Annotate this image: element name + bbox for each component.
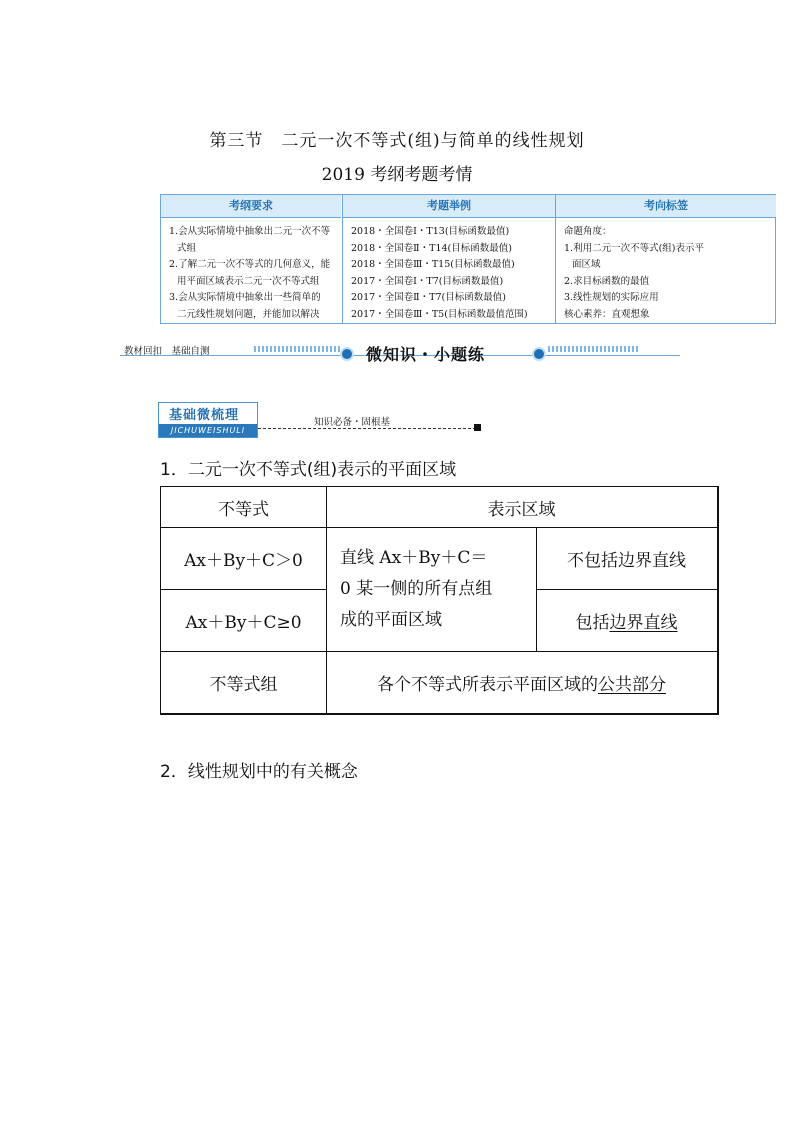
header-region: 表示区域 <box>487 499 556 520</box>
heading-2: 2．线性规划中的有关概念 <box>160 762 358 782</box>
tag-end-square <box>474 424 481 431</box>
tag-box <box>158 402 258 438</box>
region-table <box>160 486 719 715</box>
exam-cell-text: 2017・全国卷Ⅲ・T5(目标函数最值范围) <box>351 308 528 320</box>
exam-cell-text: 1.会从实际情境中抽象出二元一次不等 <box>169 226 331 237</box>
region-line: 成的平面区域 <box>340 609 442 630</box>
exam-cell-text: 2018・全国卷Ⅲ・T15(目标函数最值) <box>351 259 515 270</box>
inequality-nonstrict <box>161 589 326 651</box>
inequality-system: 不等式组 <box>209 674 278 695</box>
exam-cell-text: 式组 <box>177 242 197 254</box>
excludes-boundary: 不包括边界直线 <box>567 550 686 571</box>
exam-cell-text: 2017・全国卷Ⅰ・T7(目标函数最值) <box>351 275 504 287</box>
exam-cell-text: 3.会从实际情境中抽象出一些简单的 <box>169 292 321 303</box>
tag-title: 基础微梳理 <box>169 408 240 423</box>
section-tag <box>158 402 488 438</box>
system-region <box>326 651 717 713</box>
exam-cell-text: 2018・全国卷Ⅱ・T14(目标函数最值) <box>351 242 512 254</box>
exam-cell-text: 1.利用二元一次不等式(组)表示平 <box>564 242 704 254</box>
tag-pinyin: JICHUWEISHULI <box>159 424 257 437</box>
inequality-strict <box>161 527 326 589</box>
exam-cell-text: 用平面区域表示二元一次不等式组 <box>177 275 320 287</box>
exam-col-tags <box>555 195 776 323</box>
exam-cell-text: 2018・全国卷Ⅰ・T13(目标函数最值) <box>351 226 510 237</box>
system-region-label: 各个不等式所表示平面区域的 <box>377 674 598 695</box>
exam-cell-text: 二元线性规划问题，并能加以解决 <box>177 308 320 320</box>
banner-dots <box>548 346 640 352</box>
exam-header: 考纲要求 <box>161 195 341 218</box>
exam-cell-text: 核心素养：直观想象 <box>564 308 650 320</box>
exam-cell-text: 3.线性规划的实际应用 <box>564 292 659 303</box>
exam-cell-text: 面区域 <box>572 259 601 270</box>
exam-col-requirements <box>161 195 341 323</box>
includes-boundary <box>536 589 717 651</box>
tag-subtitle: 知识必备・固根基 <box>314 417 391 428</box>
boundary-line-term: 边界直线 <box>609 612 678 633</box>
exam-header: 考题举例 <box>343 195 555 218</box>
banner-dots <box>254 346 342 352</box>
exam-header: 考向标签 <box>556 195 776 218</box>
banner-main-label: 微知识・小题练 <box>366 345 486 364</box>
exam-cell-text: 2.了解二元一次不等式的几何意义，能 <box>169 259 331 270</box>
inequality-strict-text: Ax＋By＋C＞0 <box>184 550 303 571</box>
common-part-term: 公共部分 <box>598 674 666 695</box>
region-description <box>326 527 536 651</box>
banner-circle-icon <box>342 349 352 359</box>
includes-label: 包括 <box>575 612 610 633</box>
banner-left-label: 教材回扣 基础自测 <box>124 346 210 357</box>
exam-cell-text: 2017・全国卷Ⅱ・T7(目标函数最值) <box>351 292 506 303</box>
region-line: 直线 Ax＋By＋C＝ <box>340 547 488 568</box>
exam-cell-text: 命题角度： <box>564 226 612 237</box>
exam-col-examples <box>342 195 555 323</box>
tag-dashed-line <box>258 428 476 429</box>
exam-info-table <box>160 194 776 324</box>
section-title: 第三节 二元一次不等式(组)与简单的线性规划 <box>209 131 585 151</box>
banner-circle-icon <box>534 349 544 359</box>
region-line: 0 某一侧的所有点组 <box>340 578 493 599</box>
section-banner <box>120 340 680 366</box>
heading-1: 1．二元一次不等式(组)表示的平面区域 <box>160 460 457 480</box>
exam-cell-text: 2.求目标函数的最值 <box>564 275 650 287</box>
header-inequality: 不等式 <box>218 499 269 520</box>
inequality-nonstrict-text: Ax＋By＋C≥0 <box>185 612 302 633</box>
exam-subtitle: 2019 考纲考题考情 <box>321 165 473 185</box>
